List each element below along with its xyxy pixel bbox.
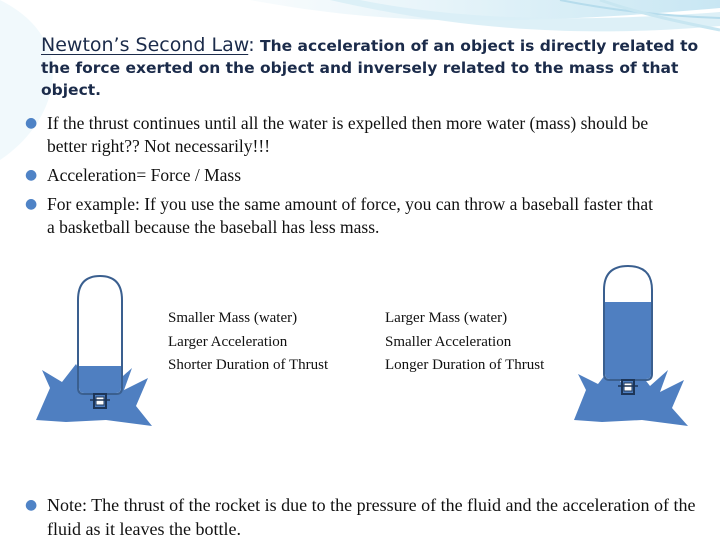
- bullet-text: Acceleration= Force / Mass: [47, 165, 242, 185]
- note-text: Note: The thrust of the rocket is due to the pressure of the fluid and the acceleration of the fluid as it leaves the bottle.: [47, 495, 696, 539]
- bullet-text: If the thrust continues until all the water is expelled then more water (mass) should be better right?? Not necessarily!!!: [47, 113, 649, 156]
- bullet-dot-icon: ●: [25, 497, 38, 513]
- bullet-dot-icon: ●: [25, 115, 38, 131]
- title-body: The acceleration of an object is directly related to the force exerted on the object and inversely related to the mass of that object.: [41, 37, 699, 99]
- note-bullet: [22, 493, 712, 541]
- caption-line: Shorter Duration of Thrust: [168, 357, 329, 373]
- small-mass-caption: [168, 307, 328, 378]
- large-mass-caption: [385, 307, 544, 378]
- title-colon: :: [248, 34, 255, 56]
- title-lead: Newton’s Second Law: [41, 34, 249, 56]
- slide-title: [41, 34, 701, 101]
- bullet-dot-icon: ●: [25, 167, 38, 183]
- caption-line: Larger Acceleration: [168, 333, 288, 350]
- bullet-list: [22, 112, 662, 245]
- bullet-item: [22, 193, 662, 239]
- caption-line: Smaller Mass (water): [168, 310, 298, 326]
- caption-line: Longer Duration of Thrust: [385, 357, 545, 373]
- caption-line: Smaller Acceleration: [385, 333, 512, 350]
- bullet-dot-icon: ●: [25, 196, 38, 212]
- bullet-item: [22, 164, 662, 187]
- bullet-item: [22, 112, 662, 158]
- bullet-text: For example: If you use the same amount of force, you can throw a baseball faster that a basketball because the baseball has less mass.: [47, 194, 653, 237]
- caption-line: Larger Mass (water): [385, 310, 508, 326]
- note-section: [22, 493, 712, 547]
- bottle-rocket-icon: [572, 262, 690, 432]
- bottle-rocket-icon: [36, 270, 152, 432]
